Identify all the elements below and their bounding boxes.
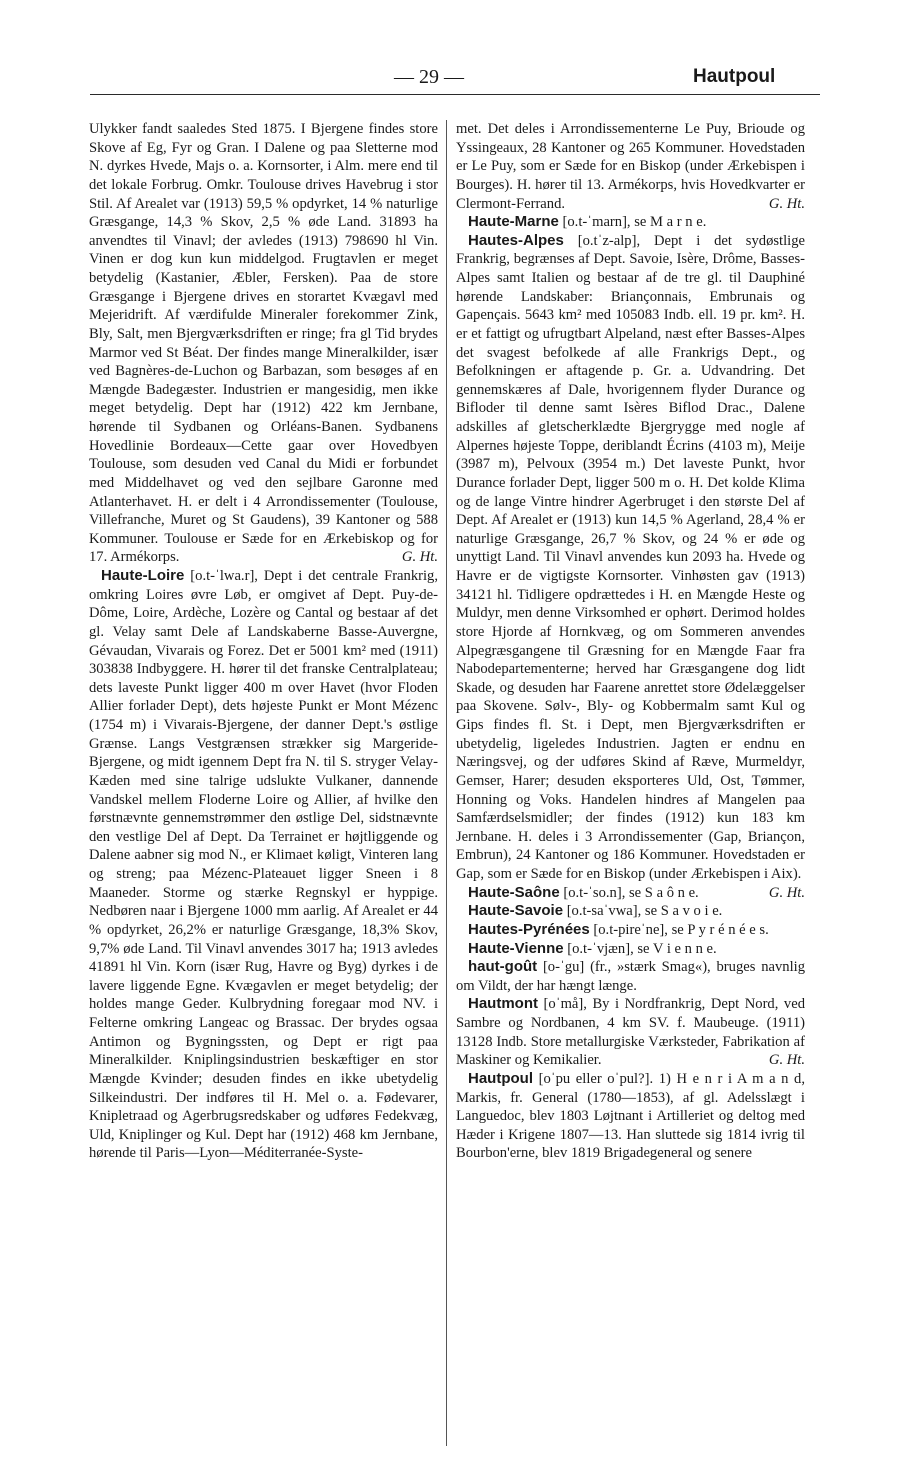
right-column bbox=[456, 120, 805, 1450]
entry-headword: Haute-Saône bbox=[468, 883, 560, 901]
entry-text: [o.t-ˈvjæn], se V i e n n e. bbox=[563, 940, 717, 957]
entry-haute-marne bbox=[456, 213, 805, 232]
entry-headword: Haute-Loire bbox=[101, 567, 185, 584]
entry-text: met. Det deles i Arrondissementerne Le Puy, Brioude og Yssingeaux, 28 Kantoner og 265 Kommuner. Hovedstaden er Le Puy, som er Sæde for en Biskop (under Ærkebispen i Bourges). H. hører til 13. Armékorps, hvis Hovedkvarter er Clermont-Ferrand. bbox=[456, 121, 805, 212]
entry-text: [o-ˈgu] (fr., »stærk Smag«), bruges navnlig om Vildt, der har hængt længe. bbox=[456, 959, 805, 994]
entry-text: [o.t-pireˈne], se P y r é n é e s. bbox=[589, 921, 769, 938]
entry-headword: Haute-Marne bbox=[468, 213, 559, 231]
entry-headword: Hautes-Alpes bbox=[468, 231, 564, 249]
page-number: — 29 — bbox=[394, 66, 464, 88]
author-signature: G. Ht. bbox=[768, 1052, 805, 1069]
entry-hautes-pyrenees bbox=[456, 921, 805, 940]
running-headword: Hautpoul bbox=[693, 66, 776, 87]
entry-haut-gout bbox=[456, 958, 805, 995]
entry-text: [oˈpu eller oˈpul?]. 1) H e n r i A m a n d, Markis, fr. General (1780—1853), af gl. Adelsslægt i Languedoc, blev 1803 Løjtnant i Artilleriet og deltog med Hæder i Krigene 1807—13. Han sluttede sig 1814 ivrig til Bourbon'erne, blev 1819 Brigadegeneral og senere bbox=[456, 1070, 805, 1162]
left-column bbox=[89, 120, 438, 1450]
entry-haute-vienne bbox=[456, 940, 805, 959]
entry-headword: Haute-Savoie bbox=[468, 902, 564, 920]
entry-headword: Hautmont bbox=[468, 995, 538, 1013]
entry-hautmont bbox=[456, 995, 805, 1070]
author-signature: G. Ht. bbox=[768, 195, 805, 212]
entry-text: [o.tˈz-alp], Dept i det sydøstlige Frankrig, begrænses af Dept. Savoie, Isère, Drôme, Basses-Alpes samt Italien og bestaar af de tre gl. til Dauphiné hørende Landskaber: Briançonnais, Embrunais og Gapençais. 5643 km² med 105083 Indb. ell. 19 pr. km². H. er et fattigt og ufrugtbart Alpeland, næst efter Basses-Alpes det svagest befolkede af alle Frankrigs Dept., og Befolkningen er aftagende p. Gr. a. Udvandring. Det gennemskæres af Dale, hvorigennem flyder Durance og Bifloder til denne samt Isères Biflod Drac., Dalene adskilles af gletscherklædte Bjergrygge med nogle af Alpernes højeste Toppe, deriblandt Écrins (4103 m), Meije (3987 m), Pelvoux (3954 m.) Det laveste Punkt, hvor Durance forlader Dept, ligger 500 m o. H. Det kolde Klima og de lange Vintre hindrer Agerbruget i den største Del af Dept. Af Arealet er (1913) kun 14,5 % Agerland, 28,4 % er naturlige Græsgange, 26,7 % Skov, og 24 % er øde og unyttigt Land. Til Vinavl anvendes kun 2093 ha. Hvede og Havre er de vigtigste Kornsorter. Vinhøsten gav (1913) 34121 hl. Tidligere opdrættedes i H. en Mængde Heste og Muldyr, men denne Virksomhed er ophørt. Derimod holdes store Hjorde af Hornkvæg, og om Sommeren anvendes Alpegræsgangene til Græsning for en Mængde Faar fra Nabodepartementerne; herved har Græsgangene dog lidt Skade, og desuden har Faarene anrettet store Ødelæggelser paa Skovene. Sølv-, Bly- og Kobbermalm samt Kul og Gips findes fl. St. i Dept, men Bjergværksdriften er ubetydelig, ligeledes Industrien. Jagten er endnu en Næringsvej, og der udføres Skind af Ræve, Murmeldyr, Gemser, Harer; desuden eksporteres Uld, Ost, Tømmer, Honning og Voks. Handelen hindres af Mangelen paa Samfærdselsmidler; der findes (1912) kun 183 km Jernbane. H. deles i 3 Arrondissementer (Gap, Briançon, Embrun), 24 Kantoner og 186 Kommuner. Hovedstaden er Gap, som er Sæde for en Biskop (under Ærkebispen i Aix). bbox=[456, 232, 805, 882]
header-rule bbox=[90, 94, 820, 95]
entry-text: [o.t-ˈlwa.r], Dept i det centrale Frankrig, omkring Loires øvre Løb, er omgivet af Dept. Puy-de-Dôme, Loire, Ardèche, Lozère og Cantal og bestaar af det gl. Velay samt Dele af Landskaberne Basse-Auvergne, Gévaudan, Vivarais og Forez. Det er 5001 km² med (1911) 303838 Indbyggere. H. hører til det franske Centralplateau; dets laveste Punkt ligger 400 m over Havet (hvor Floden Allier forlader Dept), dets højeste Punkt er Mont Mézenc (1754 m) i Vivarais-Bjergene, der danner Dept.'s østlige Grænse. Langs Vestgrænsen strækker sig Margeride-Bjergene, og midt igennem Dept fra N. til S. stryger Velay-Kæden med sine talrige udslukte Vulkaner, dannende Vandskel mellem Floderne Loire og Allier, af hvilke den førstnævnte gennemstrømmer den østlige Del, sidstnævnte den vestlige Del af Dept. Da Terrainet er højtliggende og Dalene aabner sig mod N., er Klimaet køligt, Vinteren lang og streng; paa Mézenc-Plateauet ligger Sneen i 8 Maaneder. Storme og stærke Regnskyl er hyppige. Nedbøren naar i Bjergene 1000 mm aarlig. Af Arealet er 44 % opdyrket, 26,2% er naturlige Græsgange, 18,3% Skov, 9,7% øde Land. Til Vinavl anvendes 3017 ha; 1913 avledes 41891 hl Vin. Korn (især Rug, Havre og Byg) dyrkes i de lavere liggende Egne. Kvægavlen er meget betydelig; der holdes mange Geder. Kulbrydning foregaar mod NV. i Felterne omkring Langeac og Brassac. Der brydes ogsaa Antimon og Bygningssten, og Dept er rigt paa Mineralkilder. Kniplingsindustrien beskæftiger en stor Mængde Kvinder; desuden findes en ikke ubetydelig Silkeindustri. Der indføres til H. Mel o. a. Fødevarer, Knipletraad og Agerbrugsredskaber og udføres Fedekvæg, Uld, Kniplinger og Kul. Dept har (1912) 468 km Jernbane, hørende til Paris—Lyon—Méditerranée-Syste- bbox=[89, 568, 438, 1162]
entry-haute-savoie bbox=[456, 902, 805, 921]
entry-headword: Hautpoul bbox=[468, 1069, 533, 1087]
page-header bbox=[0, 66, 920, 96]
entry-text: [o.t-ˈmarn], se M a r n e. bbox=[558, 214, 707, 231]
entry-continuation bbox=[456, 120, 805, 213]
author-signature: G. Ht. bbox=[768, 884, 805, 901]
column-divider bbox=[446, 120, 447, 1446]
author-signature: G. Ht. bbox=[401, 549, 438, 566]
entry-text: [oˈmå], By i Nordfrankrig, Dept Nord, ved Sambre og Nordbanen, 4 km SV. f. Maubeuge. (1911) 13128 Indb. Store metallurgiske Værksteder, Fabrikation af Maskiner og Kemikalier. bbox=[456, 996, 805, 1069]
entry-headword: Haute-Vienne bbox=[468, 939, 564, 957]
entry-text: Ulykker fandt saaledes Sted 1875. I Bjergene findes store Skove af Eg, Fyr og Gran. I Dalene og paa Sletterne mod N. dyrkes Hvede, Majs o. a. Kornsorter, i Alm. mere end til det lokale Forbrug. Omkr. Toulouse drives Havebrug i stor Stil. Af Arealet var (1913) 59,5 % opdyrket, 14 % naturlige Græsgange, 14,3 % Skov, 2,5 % øde Land. 31893 ha anvendtes til Vinavl; der avledes (1913) 798690 hl Vin. Vinen er dog kun kun middelgod. Frugtavlen er meget betydelig (Kastanier, Æbler, Fersken). Paa de store Græsgange i Bjergene drives en storartet Kvægavl med Mejeridrift. Af værdifulde Mineraler forekommer Zink, Bly, Salt, men Bjergværksdriften er ringe; fra gl Tid brydes Marmor ved St Béat. Der findes mange Mineralkilder, især ved Bagnères-de-Luchon og Barbazan, som besøges af en Mængde Badegæster. Industrien er mangesidig, men ikke meget betydelig. Dept har (1912) 422 km Jernbane, hørende til Sydbanen og Orléans-Banen. Sydbanens Hovedlinie Bordeaux—Cette gaar over Hovedbyen Toulouse, som desuden ved Canal du Midi er forbundet med Middelhavet og ved den sejlbare Garonne med Atlanterhavet. H. er delt i 4 Arrondissementer (Toulouse, Villefranche, Muret og St Gaudens), 39 Kantoner og 588 Kommuner. Toulouse er Sæde for en Ærkebiskop og for 17. Armékorps. bbox=[89, 121, 438, 566]
entry-text: [o.t-ˈso.n], se S a ô n e. bbox=[559, 884, 699, 901]
entry-continuation bbox=[89, 120, 438, 567]
entry-headword: haut-goût bbox=[468, 958, 538, 976]
entry-haute-loire bbox=[89, 567, 438, 1163]
entry-headword: Hautes-Pyrénées bbox=[468, 920, 590, 938]
entry-hautpoul bbox=[456, 1070, 805, 1163]
entry-text: [o.t-saˈvwa], se S a v o i e. bbox=[563, 903, 723, 920]
